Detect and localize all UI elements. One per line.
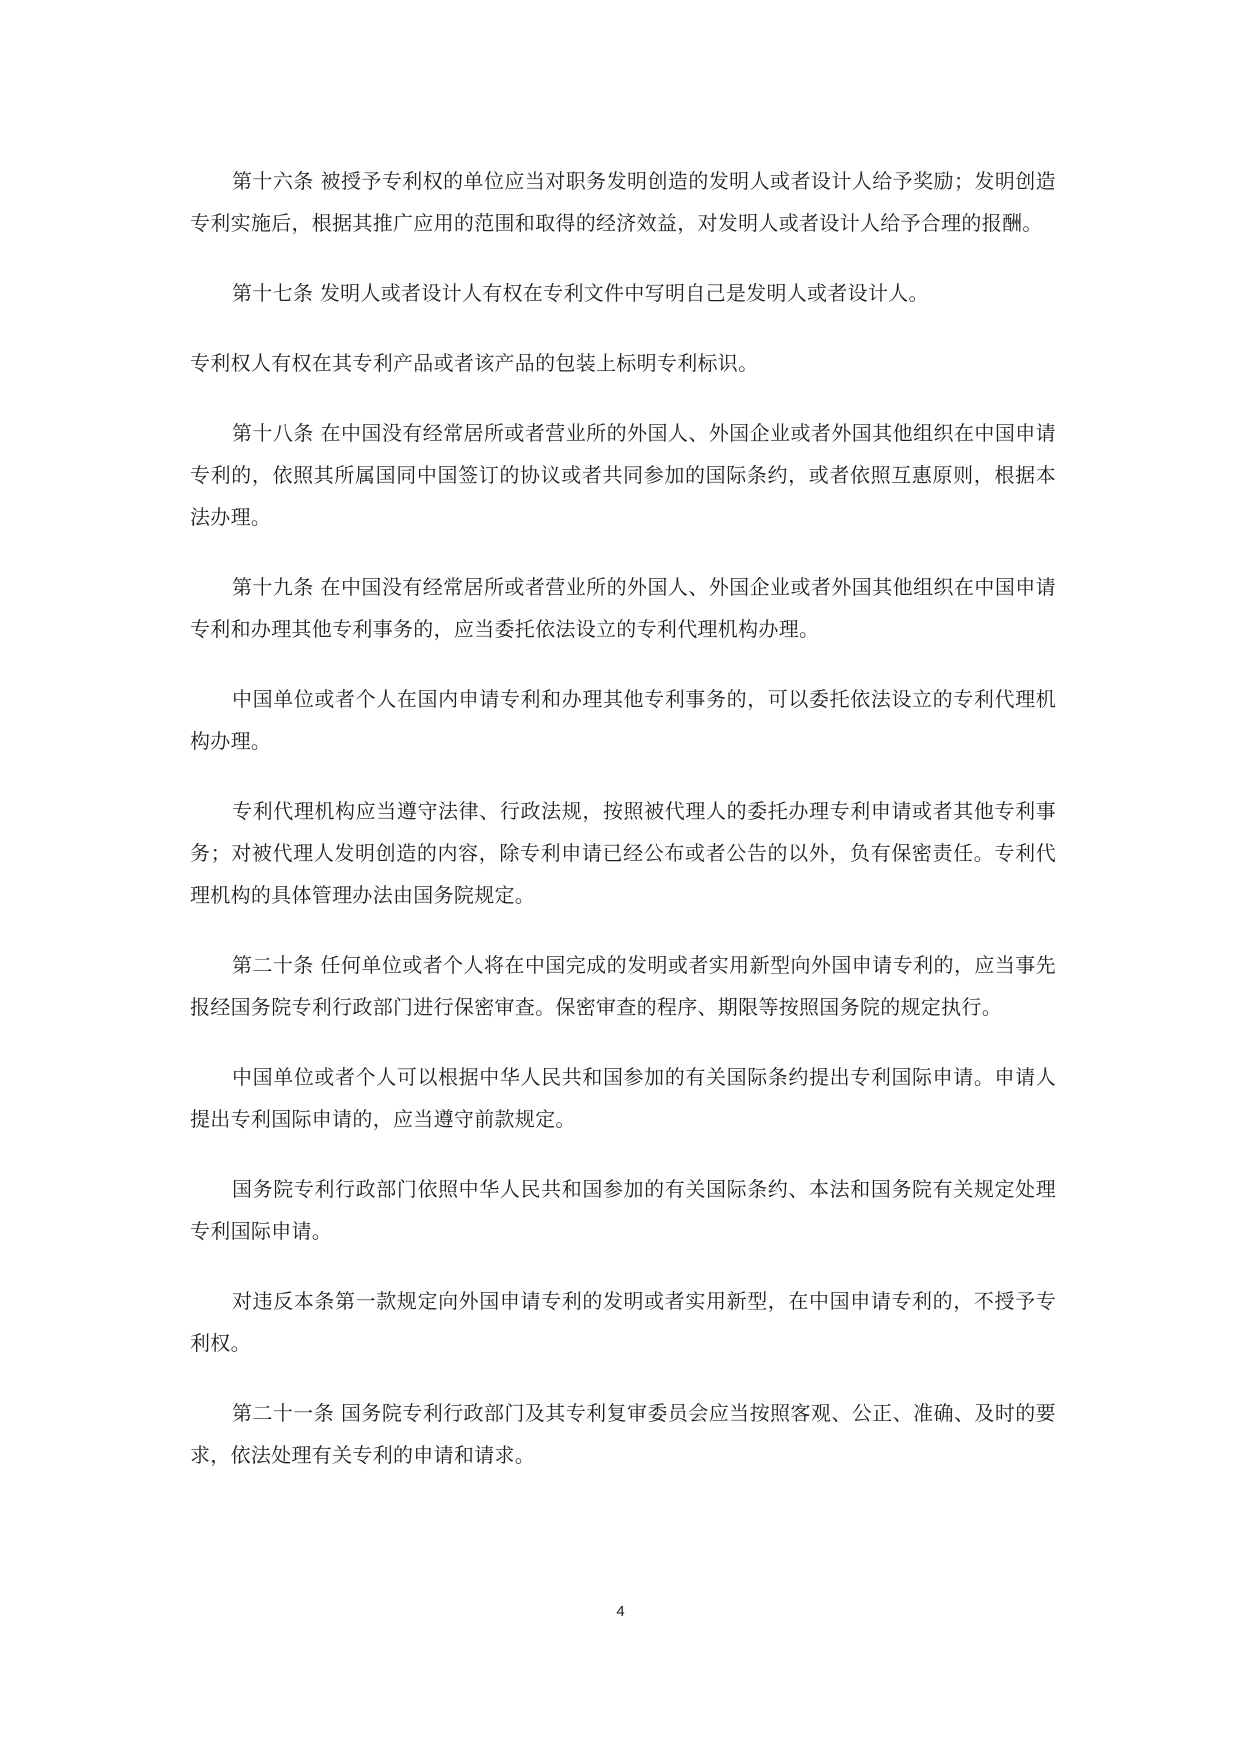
article-17-clause-2: 专利权人有权在其专利产品或者该产品的包装上标明专利标识。 <box>190 351 759 375</box>
article-21-paragraph: 第二十一条 国务院专利行政部门及其专利复审委员会应当按照客观、公正、准确、及时的要求，依法处理有关专利的申请和请求。 <box>190 1401 1056 1467</box>
article-17-paragraph: 第十七条 发明人或者设计人有权在专利文件中写明自己是发明人或者设计人。 <box>232 281 929 305</box>
article-19-clause-3: 专利代理机构应当遵守法律、行政法规，按照被代理人的委托办理专利申请或者其他专利事务；对被代理人发明创造的内容，除专利申请已经公布或者公告的以外，负有保密责任。专利代理机构的具体管理办法由国务院规定。 <box>190 799 1056 907</box>
document-body <box>190 160 1056 1504</box>
article-20-clause-2: 中国单位或者个人可以根据中华人民共和国参加的有关国际条约提出专利国际申请。申请人提出专利国际申请的，应当遵守前款规定。 <box>190 1065 1056 1131</box>
article-19-paragraph: 第十九条 在中国没有经常居所或者营业所的外国人、外国企业或者外国其他组织在中国申请专利和办理其他专利事务的，应当委托依法设立的专利代理机构办理。 <box>190 575 1056 641</box>
article-16-paragraph: 第十六条 被授予专利权的单位应当对职务发明创造的发明人或者设计人给予奖励；发明创造专利实施后，根据其推广应用的范围和取得的经济效益，对发明人或者设计人给予合理的报酬。 <box>190 169 1056 235</box>
article-20-clause-4: 对违反本条第一款规定向外国申请专利的发明或者实用新型，在中国申请专利的，不授予专利权。 <box>190 1289 1056 1355</box>
article-20-clause-3: 国务院专利行政部门依照中华人民共和国参加的有关国际条约、本法和国务院有关规定处理专利国际申请。 <box>190 1177 1056 1243</box>
article-20-paragraph: 第二十条 任何单位或者个人将在中国完成的发明或者实用新型向外国申请专利的，应当事先报经国务院专利行政部门进行保密审查。保密审查的程序、期限等按照国务院的规定执行。 <box>190 953 1056 1019</box>
article-19-clause-2: 中国单位或者个人在国内申请专利和办理其他专利事务的，可以委托依法设立的专利代理机构办理。 <box>190 687 1056 753</box>
article-18-paragraph: 第十八条 在中国没有经常居所或者营业所的外国人、外国企业或者外国其他组织在中国申请专利的，依照其所属国同中国签订的协议或者共同参加的国际条约，或者依照互惠原则，根据本法办理。 <box>190 421 1056 529</box>
page-number: 4 <box>616 1603 625 1620</box>
